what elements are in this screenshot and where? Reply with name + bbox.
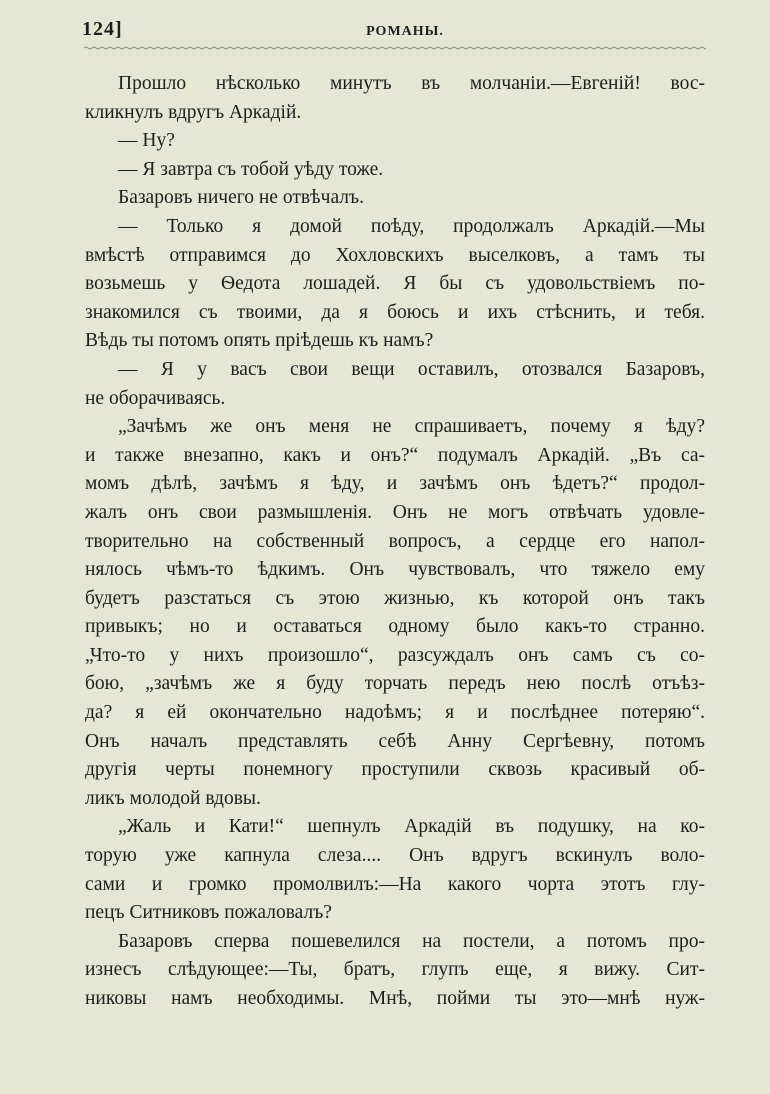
- text-line: возьмешь у Ѳедота лошадей. Я бы съ удовольствіемъ по-: [85, 273, 705, 295]
- text-line: будетъ разстаться съ этою жизнью, къ которой онъ такъ: [85, 587, 705, 609]
- text-line: привыкъ; но и оставаться одному было какъ-то странно.: [85, 616, 705, 638]
- page-number: 124]: [82, 18, 123, 40]
- text-line: пецъ Ситниковъ пожаловалъ?: [85, 902, 332, 924]
- body-text: [85, 70, 705, 1014]
- text-line: другія черты понемногу проступили сквозь красивый об-: [85, 759, 705, 781]
- text-line: знакомился съ твоими, да я боюсь и ихъ стѣснить, и тебя.: [85, 301, 705, 323]
- paragraph: [85, 213, 705, 356]
- running-title: РОМАНЫ.: [366, 24, 444, 39]
- text-line: Базаровъ ничего не отвѣчалъ.: [118, 187, 364, 209]
- text-line: Онъ началъ представлять себѣ Анну Сергѣевну, потомъ: [85, 730, 705, 752]
- paragraph: [85, 184, 705, 213]
- text-line: сами и громко промолвилъ:—На какого чорта этотъ глу-: [85, 873, 705, 895]
- text-line: ликъ молодой вдовы.: [85, 787, 261, 809]
- text-line: „Жаль и Кати!“ шепнулъ Аркадій въ подушку, на ко-: [118, 816, 705, 838]
- text-line: вмѣстѣ отправимся до Хохловскихъ выселковъ, а тамъ ты: [85, 244, 705, 266]
- text-line: — Я завтра съ тобой уѣду тоже.: [118, 158, 384, 180]
- text-line: изнесъ слѣдующее:—Ты, братъ, глупъ еще, я вижу. Сит-: [85, 959, 705, 981]
- text-line: Базаровъ сперва пошевелился на постели, а потомъ про-: [118, 930, 705, 952]
- text-line: бою, „зачѣмъ же я буду торчать передъ нею послѣ отъѣз-: [85, 673, 705, 695]
- text-line: Вѣдь ты потомъ опять пріѣдешь къ намъ?: [85, 330, 434, 352]
- text-line: — Только я домой поѣду, продолжалъ Аркадій.—Мы: [118, 215, 705, 237]
- text-line: не оборачиваясь.: [85, 387, 226, 409]
- text-line: кликнулъ вдругъ Аркадій.: [85, 101, 302, 123]
- text-line: „Что-то у нихъ произошло“, разсуждалъ онъ самъ съ со-: [85, 644, 705, 666]
- text-line: да? я ей окончательно надоѣмъ; я и послѣднее потеряю“.: [85, 702, 705, 724]
- text-line: торую уже капнула слеза.... Онъ вдругъ вскинулъ воло-: [85, 845, 705, 867]
- text-line: — Я у васъ свои вещи оставилъ, отозвался Базаровъ,: [118, 358, 705, 380]
- text-line: Прошло нѣсколько минутъ въ молчаніи.—Евгеній! вос-: [118, 73, 705, 94]
- text-line: „Зачѣмъ же онъ меня не спрашиваетъ, почему я ѣду?: [118, 416, 705, 438]
- text-line: нялось чѣмъ-то ѣдкимъ. Онъ чувствовалъ, что тяжело ему: [85, 559, 705, 581]
- text-line: момъ дѣлѣ, зачѣмъ я ѣду, и зачѣмъ онъ ѣдетъ?“ продол-: [85, 473, 705, 495]
- header-wavy-rule: [84, 46, 706, 50]
- text-line: и также внезапно, какъ и онъ?“ подумалъ Аркадій. „Въ са-: [85, 444, 705, 466]
- paragraph: [85, 70, 705, 127]
- text-line: жалъ онъ свои размышленія. Онъ не могъ отвѣчать удовле-: [85, 501, 705, 523]
- paragraph: [85, 813, 705, 927]
- text-line: — Ну?: [118, 130, 175, 152]
- paragraph: [85, 127, 705, 156]
- paragraph: [85, 413, 705, 813]
- paragraph: [85, 156, 705, 185]
- paragraph: [85, 928, 705, 1014]
- paragraph: [85, 356, 705, 413]
- text-line: творительно на собственный вопросъ, а сердце его напол-: [85, 530, 705, 552]
- text-line: никовы намъ необходимы. Мнѣ, пойми ты это—мнѣ нуж-: [85, 988, 705, 1009]
